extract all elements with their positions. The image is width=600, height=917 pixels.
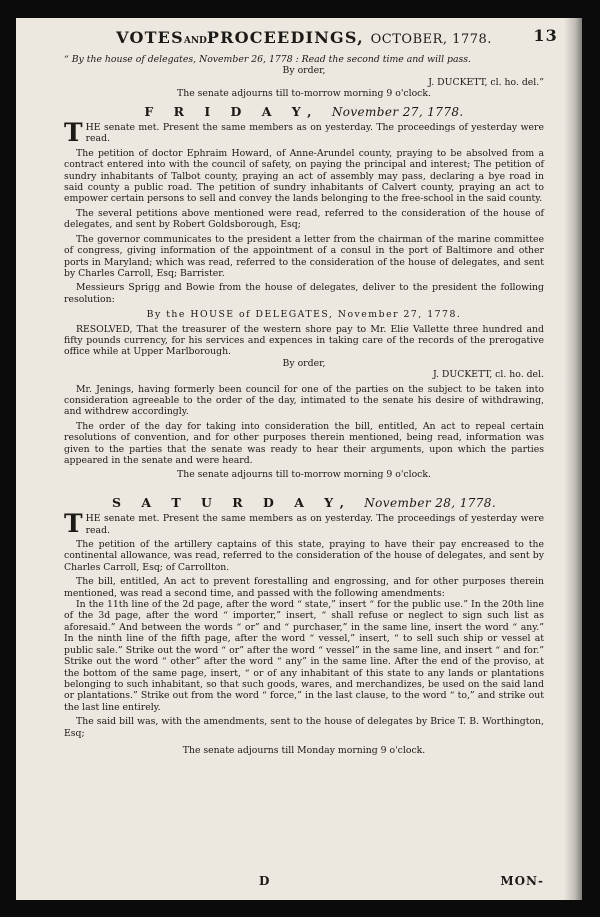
page-footer — [64, 874, 544, 890]
friday-signature: J. DUCKETT, cl. ho. del. — [433, 369, 544, 381]
signature-mark: D — [259, 874, 270, 888]
friday-petitions-referred: The several petitions above mentioned were read, referred to the consideration of the house of delegates, and sent by Robert Goldsborough, Esq; — [64, 207, 544, 231]
header-title-proceedings: PROCEEDINGS, — [206, 28, 364, 47]
header-month: OCTOBER, 1778. — [370, 32, 492, 47]
friday-resolved: RESOLVED, That the treasurer of the western shore pay to Mr. Elie Vallette three hundred and fifty pounds currency, for his services and expences in taking care of the records of the prerogative office while at Upper Marlborough. — [64, 323, 544, 358]
friday-by-order: By order, — [282, 357, 326, 369]
top-read-notice: “ By the house of delegates, November 26, 1778 : Read the second time and will pass. — [64, 54, 472, 65]
friday-order-of-day: The order of the day for taking into consideration the bill, entitled, An act to repeal certain resolutions of convention, and for other purposes therein mentioned, being read, information was given to the parties that the senate was ready to hear their arguments, upon which the parties appeared in the senate and were heard. — [64, 420, 544, 466]
saturday-bill: The bill, entitled, An act to prevent forestalling and engrossing, and for other purposes therein mentioned, was read a second time, and passed with the following amendments: — [64, 576, 544, 599]
saturday-dropcap: T — [64, 509, 83, 539]
friday-howard-petition: The petition of doctor Ephraim Howard, of Anne-Arundel county, praying to be absolved from a contract entered into with the council of safety, on paying the principal and interest; The petition of sundry inhabitants of Talbot county, praying an act of assembly may pass, declaring a bye road in said county a public road. The petition of sundry inhabitants of Calvert county, praying an act to empower certain persons to sell and convey the lands belonging to the free-school in the said county. — [64, 147, 544, 205]
top-by-order: By order, — [282, 65, 326, 77]
saturday-adjourn: The senate adjourns till Monday morning 9 o'clock. — [182, 744, 426, 756]
top-signature: J. DUCKETT, cl. ho. del.” — [428, 76, 544, 88]
saturday-amendments: In the 11th line of the 2d page, after the word “ state,” insert “ for the public use.” In the 20th line of the 3d page, after the word “ importer,” insert, “ shall refuse or neglect to sign such list as aforesaid.” And between the words “ or” and “ purchaser,” in the same line, insert the word “ any.” In the ninth line of the fifth page, after the word “ vessel,” insert, “ to sell such ship or vessel at public sale.” Strike out the word “ or” after the word “ vessel” in the same line, and insert “ and for.” Strike out the word “ other” after the word “ any” in the same line. After the end of the proviso, at the bottom of the same page, insert, “ or of any inhabitant of this state to any lands or plantations belonging to such inhabitant, so that such goods, wares, and merchandizes, be used on the said land or plantations.” Strike out from the word “ force,” in the last clause, to the word “ to,” and strike out the last line entirely. — [64, 599, 544, 713]
header-title-and: AND — [183, 36, 207, 46]
friday-day: F R I D A Y, — [144, 103, 320, 119]
saturday-heading — [64, 494, 544, 510]
saturday-artillery: The petition of the artillery captains of this state, praying to have their pay encreased to the continental allowance, was read, referred to the consideration of the house of delegates, and sent by Charles Carroll, Esq; of Carrollton. — [64, 539, 544, 573]
page-content — [64, 26, 558, 756]
friday-dropcap: T — [64, 118, 83, 148]
page-fold-shadow — [564, 18, 582, 900]
saturday-day: S A T U R D A Y, — [111, 494, 352, 510]
saturday-sent: The said bill was, with the amendments, sent to the house of delegates by Brice T. B. Worthington, Esq; — [64, 716, 544, 739]
friday-heading — [64, 103, 544, 119]
header-title-votes: VOTES — [116, 28, 184, 47]
catchword: MON- — [500, 874, 544, 888]
friday-jenings: Mr. Jenings, having formerly been council for one of the parties on the subject to be taken into consideration agreeable to the order of the day, intimated to the senate his desire of withdrawing, and withdrew accordingly. — [64, 383, 544, 418]
saturday-date: November 28, 1778. — [364, 495, 497, 510]
friday-messieurs: Messieurs Sprigg and Bowie from the house of delegates, deliver to the president the following resolution: — [64, 282, 544, 305]
friday-adjourn: The senate adjourns till to-morrow morning 9 o'clock. — [177, 469, 431, 481]
saturday-opening-text: HE senate met. Present the same members as on yesterday. The proceedings of yesterday were read. — [85, 513, 544, 536]
saturday-opening — [64, 509, 544, 539]
friday-opening-text: HE senate met. Present the same members as on yesterday. The proceedings of yesterday were read. — [85, 122, 544, 145]
friday-house-line: By the HOUSE of DELEGATES, November 27, 1778. — [146, 309, 462, 321]
friday-governor-letter: The governor communicates to the president a letter from the chairman of the marine committee of congress, giving information of the appointment of a consul in the port of Baltimore and other ports in Maryland; which was read, referred to the consideration of the house of delegates, and sent by Charles Carroll, Esq; Barrister. — [64, 233, 544, 279]
friday-date: November 27, 1778. — [331, 104, 464, 119]
friday-opening — [64, 118, 544, 148]
page-number: 13 — [533, 26, 558, 45]
newspaper-page — [16, 18, 582, 900]
page-header — [64, 26, 558, 54]
top-adjourn: The senate adjourns till to-morrow morning 9 o'clock. — [177, 88, 431, 100]
